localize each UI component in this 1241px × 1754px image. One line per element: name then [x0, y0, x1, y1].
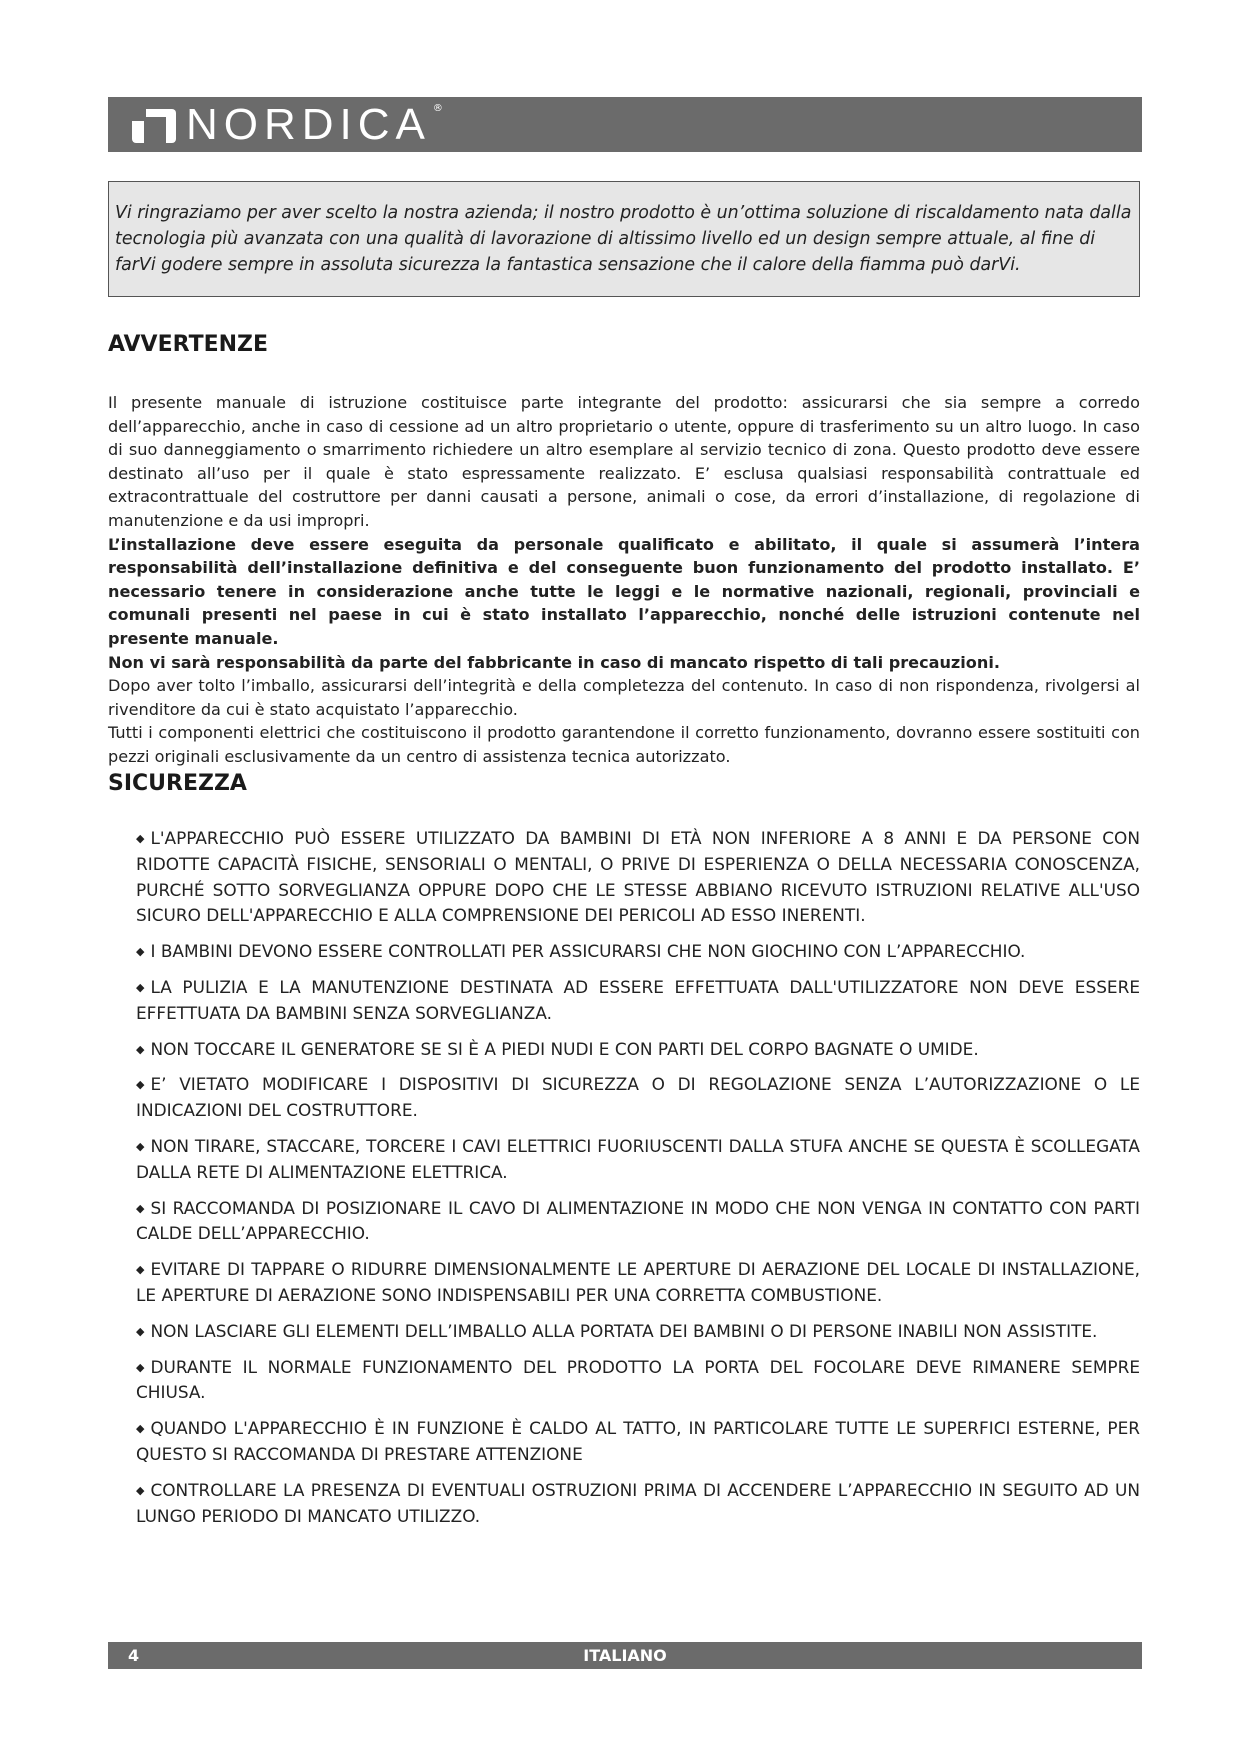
safety-item-text: L'APPARECCHIO PUÒ ESSERE UTILIZZATO DA BAMBINI DI ETÀ NON INFERIORE A 8 ANNI E DA PERSONE CON RIDOTTE CAPACITÀ FISICHE, SENSORIALI O MENTALI, O PRIVE DI ESPERIENZA O DELLA NECESSARIA CONOSCENZA, PURCHÉ SOTTO SORVEGLIANZA OPPURE DOPO CHE LE STESSE ABBIANO RICEVUTO ISTRUZIONI RELATIVE ALL'USO SICURO DELL'APPARECCHIO E ALLA COMPRENSIONE DEI PERICOLI AD ESSO INERENTI. [136, 828, 1140, 926]
avvertenze-paragraph: Dopo aver tolto l’imballo, assicurarsi dell’integrità e della completezza del contenuto. In caso di non rispondenza, rivolgersi al rivenditore da cui è stato acquistato l’apparecchio. [108, 676, 1140, 719]
diamond-bullet-icon: ◆ [136, 1324, 145, 1338]
safety-item-text: NON TIRARE, STACCARE, TORCERE I CAVI ELETTRICI FUORIUSCENTI DALLA STUFA ANCHE SE QUESTA È SCOLLEGATA DALLA RETE DI ALIMENTAZIONE ELETTRICA. [136, 1135, 1140, 1182]
safety-item-text: EVITARE DI TAPPARE O RIDURRE DIMENSIONALMENTE LE APERTURE DI AERAZIONE DEL LOCALE DI INSTALLAZIONE, LE APERTURE DI AERAZIONE SONO INDISPENSABILI PER UNA CORRETTA COMBUSTIONE. [136, 1259, 1140, 1305]
diamond-bullet-icon: ◆ [136, 1263, 145, 1277]
brand-logo [130, 100, 443, 149]
safety-item-text: SI RACCOMANDA DI POSIZIONARE IL CAVO DI ALIMENTAZIONE IN MODO CHE NON VENGA IN CONTATTO CON PARTI CALDE DELL’APPARECCHIO. [136, 1197, 1140, 1244]
safety-item-text: LA PULIZIA E LA MANUTENZIONE DESTINATA AD ESSERE EFFETTUATA DALL'UTILIZZATORE NON DEVE ESSERE EFFETTUATA DA BAMBINI SENZA SORVEGLIANZA. [136, 976, 1140, 1023]
safety-item [136, 975, 1140, 1027]
avvertenze-paragraph: Tutti i componenti elettrici che costituiscono il prodotto garantendone il corretto funzionamento, dovranno essere sostituiti con pezzi originali esclusivamente da un centro di assistenza tecnica autorizzato. [108, 723, 1140, 766]
safety-item [136, 1037, 1140, 1063]
avvertenze-bold-paragraph: Non vi sarà responsabilità da parte del fabbricante in caso di mancato rispetto di tali precauzioni. [108, 652, 1000, 672]
safety-item [136, 939, 1140, 965]
diamond-bullet-icon: ◆ [136, 832, 145, 845]
safety-item [136, 1416, 1140, 1468]
footer-language: ITALIANO [583, 1646, 667, 1665]
safety-item-text: I BAMBINI DEVONO ESSERE CONTROLLATI PER ASSICURARSI CHE NON GIOCHINO CON L’APPARECCHIO. [150, 941, 1026, 962]
safety-item [136, 826, 1140, 929]
avvertenze-body [108, 391, 1140, 769]
safety-item-text: CONTROLLARE LA PRESENZA DI EVENTUALI OSTRUZIONI PRIMA DI ACCENDERE L’APPARECCHIO IN SEGUITO AD UN LUNGO PERIODO DI MANCATO UTILIZZO. [136, 1479, 1140, 1526]
safety-item [136, 1478, 1140, 1530]
page-number: 4 [128, 1646, 140, 1665]
safety-item-text: DURANTE IL NORMALE FUNZIONAMENTO DEL PRODOTTO LA PORTA DEL FOCOLARE DEVE RIMANERE SEMPRE CHIUSA. [136, 1356, 1140, 1403]
diamond-bullet-icon: ◆ [136, 1078, 145, 1092]
diamond-bullet-icon: ◆ [136, 1422, 145, 1436]
safety-item-text: NON LASCIARE GLI ELEMENTI DELL’IMBALLO ALLA PORTATA DEI BAMBINI O DI PERSONE INABILI NON ASSISTITE. [150, 1320, 1098, 1341]
diamond-bullet-icon: ◆ [136, 1483, 145, 1497]
safety-item-text: NON TOCCARE IL GENERATORE SE SI È A PIEDI NUDI E CON PARTI DEL CORPO BAGNATE O UMIDE. [150, 1038, 979, 1059]
nordica-logo-icon [130, 103, 180, 147]
avvertenze-paragraph: Il presente manuale di istruzione costituisce parte integrante del prodotto: assicurarsi che sia sempre a corredo dell’apparecchio, anche in caso di cessione ad un altro proprietario o utente, oppure di trasferimento su un altro luogo. In caso di suo danneggiamento o smarrimento richiedere un altro esemplare al servizio tecnico di zona. Questo prodotto deve essere destinato all’uso per il quale è stato espressamente realizzato. E’ esclusa qualsiasi responsabilità contrattuale ed extracontrattuale del costruttore per danni causati a persone, animali o cose, da errori d’installazione, di regolazione di manutenzione e da usi impropri. [108, 393, 1140, 530]
safety-item [136, 1319, 1140, 1345]
registered-mark: ® [432, 103, 443, 114]
diamond-bullet-icon: ◆ [136, 1201, 145, 1215]
section-title-avvertenze: AVVERTENZE [108, 332, 268, 357]
diamond-bullet-icon: ◆ [136, 1042, 145, 1056]
diamond-bullet-icon: ◆ [136, 1139, 145, 1153]
safety-list [136, 826, 1140, 1539]
diamond-bullet-icon: ◆ [136, 945, 145, 959]
safety-item-text: E’ VIETATO MODIFICARE I DISPOSITIVI DI SICUREZZA O DI REGOLAZIONE SENZA L’AUTORIZZAZIONE O LE INDICAZIONI DEL COSTRUTTORE. [136, 1074, 1140, 1121]
diamond-bullet-icon: ◆ [136, 1360, 145, 1374]
brand-name: NORDICA [186, 100, 431, 149]
safety-item-text: QUANDO L'APPARECCHIO È IN FUNZIONE È CALDO AL TATTO, IN PARTICOLARE TUTTE LE SUPERFICI ESTERNE, PER QUESTO SI RACCOMANDA DI PRESTARE ATTENZIONE [136, 1418, 1140, 1464]
safety-item [136, 1355, 1140, 1407]
footer-bar [108, 1642, 1142, 1669]
diamond-bullet-icon: ◆ [136, 980, 145, 994]
intro-text: Vi ringraziamo per aver scelto la nostra azienda; il nostro prodotto è un’ottima soluzione di riscaldamento nata dalla tecnologia più avanzata con una qualità di lavorazione di altissimo livello ed un design sempre attuale, al fine di farVi godere sempre in assoluta sicurezza la fantastica sensazione che il calore della fiamma può darVi. [115, 203, 1132, 275]
safety-item [136, 1196, 1140, 1248]
intro-box [108, 181, 1140, 297]
safety-item [136, 1134, 1140, 1186]
safety-item [136, 1072, 1140, 1124]
safety-item [136, 1257, 1140, 1309]
section-title-sicurezza: SICUREZZA [108, 771, 247, 796]
avvertenze-bold-paragraph: L’installazione deve essere eseguita da personale qualificato e abilitato, il quale si assumerà l’intera responsabilità dell’installazione definitiva e del conseguente buon funzionamento del prodotto installato. E’ necessario tenere in considerazione anche tutte le leggi e le normative nazionali, regionali, provinciali e comunali presenti nel paese in cui è stato installato l’apparecchio, nonché delle istruzioni contenute nel presente manuale. [108, 534, 1140, 648]
